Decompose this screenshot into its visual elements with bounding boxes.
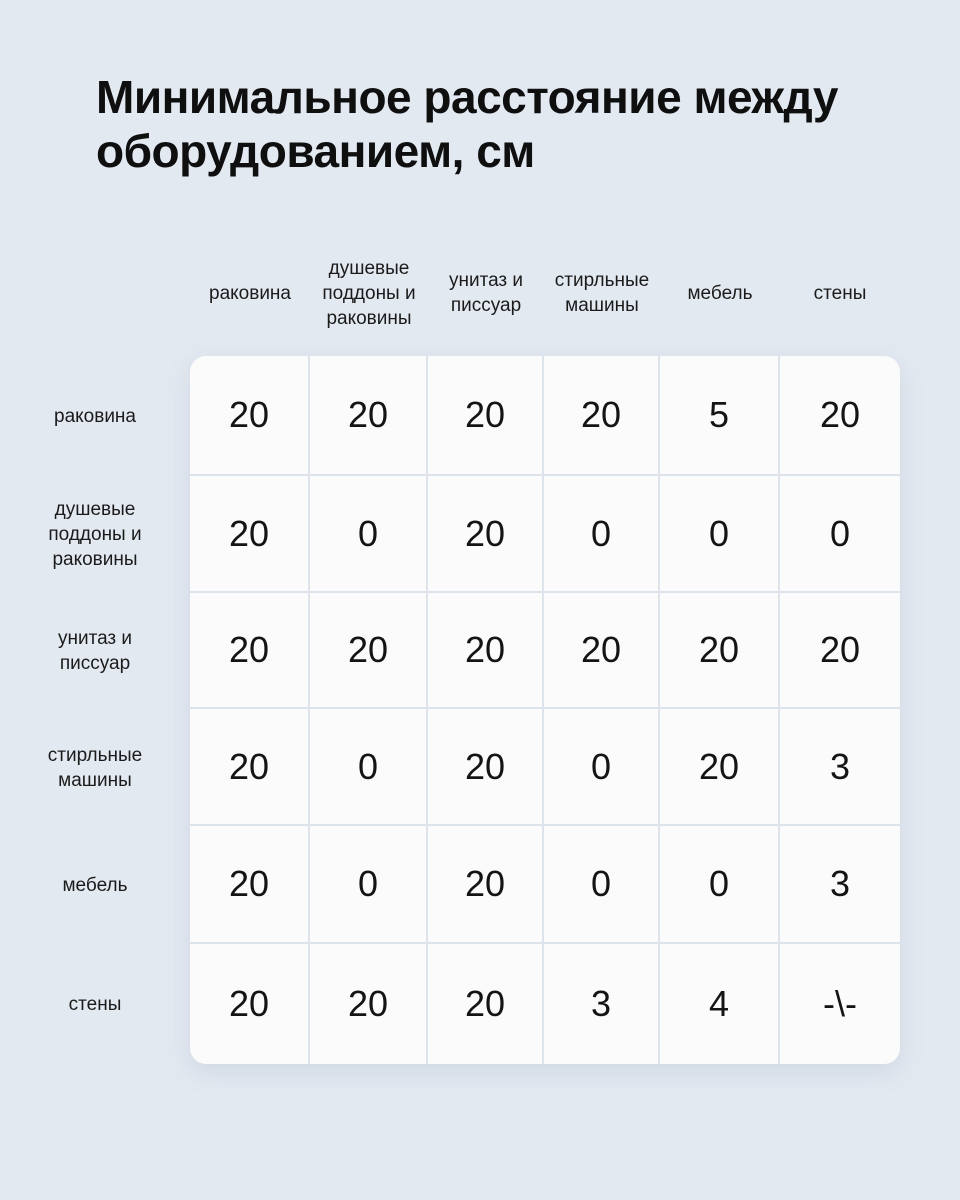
table-cell: 20 xyxy=(544,356,658,474)
table-cell: 20 xyxy=(190,476,308,591)
distance-table xyxy=(190,356,900,1064)
table-cell: 20 xyxy=(310,944,426,1064)
table-cell: -\- xyxy=(780,944,900,1064)
table-cell: 5 xyxy=(660,356,778,474)
column-header: стены xyxy=(813,282,867,304)
column-headers xyxy=(190,250,900,336)
table-cell: 20 xyxy=(428,944,542,1064)
table-cell: 0 xyxy=(660,476,778,591)
table-cell: 20 xyxy=(428,709,542,824)
table-cell: 20 xyxy=(780,356,900,474)
table-cell: 0 xyxy=(310,709,426,824)
table-cell: 20 xyxy=(190,826,308,942)
table-cell: 20 xyxy=(190,593,308,707)
table-cell: 20 xyxy=(780,593,900,707)
table-cell: 3 xyxy=(780,826,900,942)
table-cell: 0 xyxy=(660,826,778,942)
column-header: мебель xyxy=(687,282,753,304)
column-header: стирльные машины xyxy=(554,270,650,316)
column-header: раковина xyxy=(209,282,291,304)
table-cell: 20 xyxy=(544,593,658,707)
row-header: душевые поддоны и раковины xyxy=(48,499,142,570)
table-cell: 20 xyxy=(428,593,542,707)
table-cell: 3 xyxy=(780,709,900,824)
column-header: унитаз и писсуар xyxy=(448,270,524,316)
table-cell: 20 xyxy=(310,356,426,474)
table-cell: 0 xyxy=(544,476,658,591)
table-cell: 0 xyxy=(310,476,426,591)
row-header: унитаз и писсуар xyxy=(57,628,133,674)
page-title: Минимальное расстояние между оборудованием, см xyxy=(96,71,838,177)
table-cell: 0 xyxy=(544,826,658,942)
table-cell: 3 xyxy=(544,944,658,1064)
table-cell: 20 xyxy=(428,356,542,474)
table-cell: 0 xyxy=(780,476,900,591)
table-cell: 4 xyxy=(660,944,778,1064)
table-cell: 20 xyxy=(428,826,542,942)
table-cell: 20 xyxy=(190,944,308,1064)
row-headers xyxy=(30,356,160,1064)
table-cell: 20 xyxy=(190,709,308,824)
table-cell: 20 xyxy=(190,356,308,474)
row-header: стены xyxy=(68,993,122,1015)
row-header: стирльные машины xyxy=(47,744,143,791)
table-cell: 20 xyxy=(660,593,778,707)
table-cell: 20 xyxy=(428,476,542,591)
table-cell: 0 xyxy=(544,709,658,824)
column-header: душевые поддоны и раковины xyxy=(322,257,416,329)
table-cell: 20 xyxy=(660,709,778,824)
row-header: мебель xyxy=(62,874,128,896)
row-header: раковина xyxy=(54,405,136,427)
table-cell: 0 xyxy=(310,826,426,942)
table-cell: 20 xyxy=(310,593,426,707)
